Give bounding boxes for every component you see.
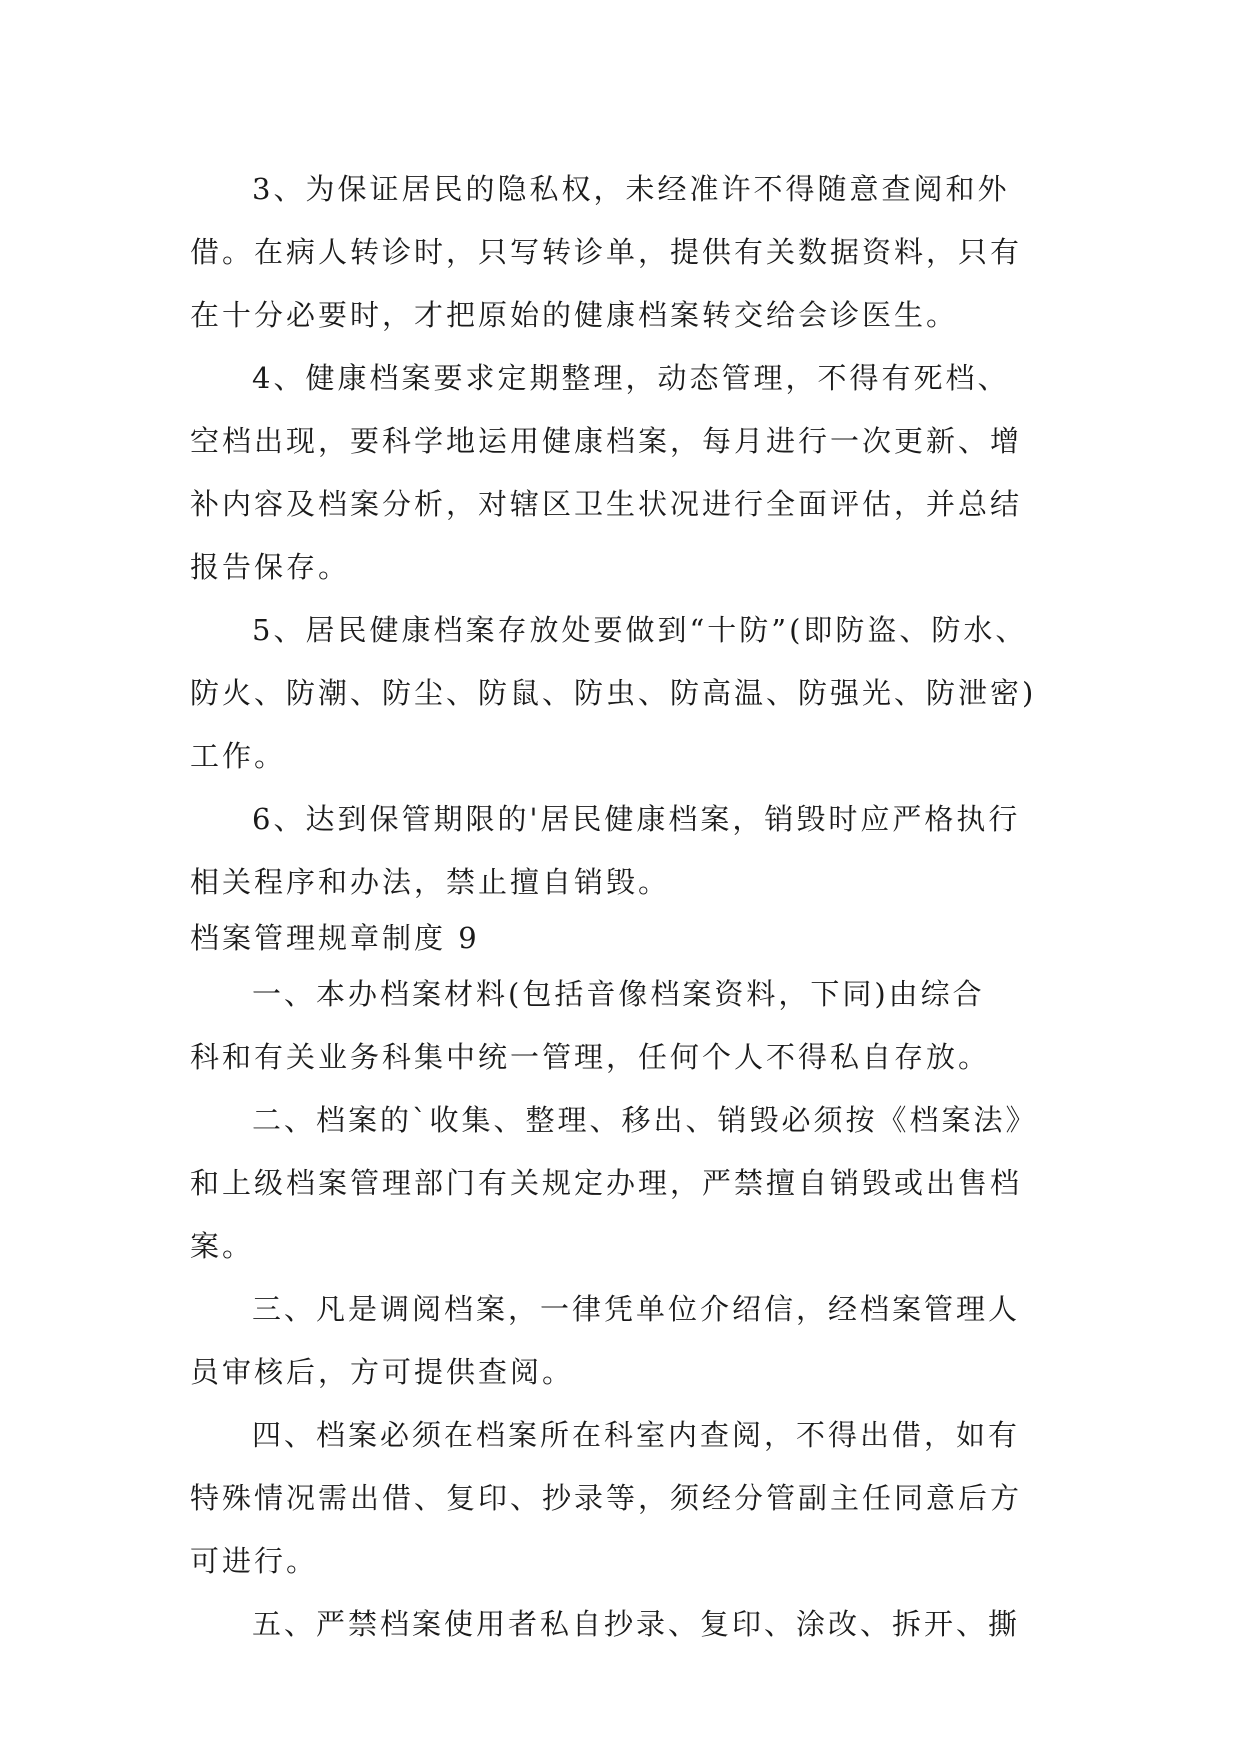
clause-3-line-2: 员审核后，方可提供查阅。 [190,1355,575,1389]
paragraph-3-line-1: 3、为保证居民的隐私权，未经准许不得随意查阅和外 [252,172,1010,206]
paragraph-4-line-2: 空档出现，要科学地运用健康档案，每月进行一次更新、增 [190,424,1023,458]
document-body [190,158,1052,1656]
clause-2-line-3: 案。 [190,1229,255,1263]
clause-2-line-1: 二、档案的`收集、整理、移出、销毁必须按《档案法》 [252,1103,1038,1137]
clause-2-line-2: 和上级档案管理部门有关规定办理，严禁擅自销毁或出售档 [190,1166,1023,1200]
paragraph-6-line-1: 6、达到保管期限的'居民健康档案，销毁时应严格执行 [252,802,1021,836]
paragraph-6-line-2: 相关程序和办法，禁止擅自销毁。 [190,865,671,899]
paragraph-4-line-4: 报告保存。 [190,550,351,584]
paragraph-5-line-1: 5、居民健康档案存放处要做到“十防”(即防盗、防水、 [252,613,1028,647]
paragraph-4-line-1: 4、健康档案要求定期整理，动态管理，不得有死档、 [252,361,1010,395]
clause-5-line-1: 五、严禁档案使用者私自抄录、复印、涂改、拆开、撕 [252,1607,1021,1641]
paragraph-3-line-2: 借。在病人转诊时，只写转诊单，提供有关数据资料，只有 [190,235,1023,269]
clause-1-line-2: 科和有关业务科集中统一管理，任何个人不得私自存放。 [190,1040,991,1074]
section-heading: 档案管理规章制度 9 [190,921,480,955]
clause-1-line-1: 一、本办档案材料(包括音像档案资料，下同)由综合 [252,977,985,1011]
clause-4-line-1: 四、档案必须在档案所在科室内查阅，不得出借，如有 [252,1418,1021,1452]
clause-4-line-3: 可进行。 [190,1544,319,1578]
clause-3-line-1: 三、凡是调阅档案，一律凭单位介绍信，经档案管理人 [252,1292,1021,1326]
paragraph-3-line-3: 在十分必要时，才把原始的健康档案转交给会诊医生。 [190,298,959,332]
paragraph-5-line-2: 防火、防潮、防尘、防鼠、防虫、防高温、防强光、防泄密) [190,676,1037,710]
clause-4-line-2: 特殊情况需出借、复印、抄录等，须经分管副主任同意后方 [190,1481,1023,1515]
paragraph-4-line-3: 补内容及档案分析，对辖区卫生状况进行全面评估，并总结 [190,487,1023,521]
paragraph-5-line-3: 工作。 [190,739,287,773]
